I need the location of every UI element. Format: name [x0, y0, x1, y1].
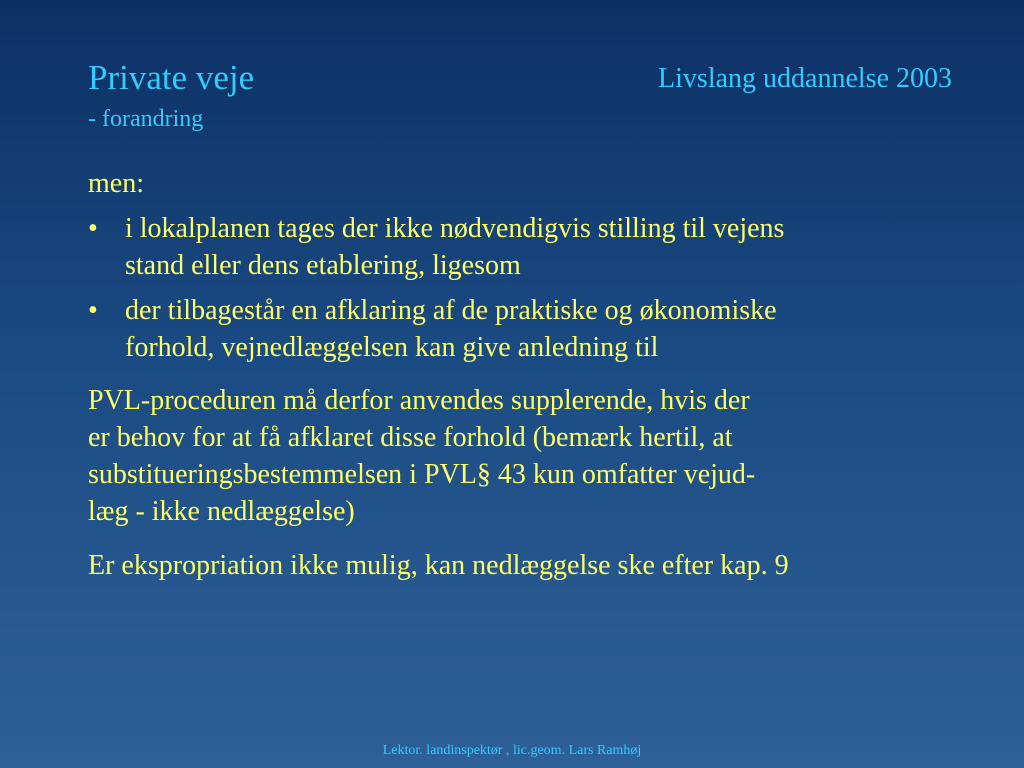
bullet-line: i lokalplanen tages der ikke nødvendigvis stilling til vejens — [125, 213, 785, 244]
bullet-line: stand eller dens etablering, ligesom — [125, 250, 521, 281]
footer-author — [0, 742, 1024, 760]
paragraph-line: substitueringsbestemmelsen i PVL§ 43 kun omfatter vejud- — [88, 459, 756, 490]
bullet-symbol: • — [88, 213, 98, 244]
slide-title: Private veje — [88, 58, 255, 97]
paragraph-line: læg - ikke nedlæggelse) — [88, 496, 355, 527]
bullet-line: forhold, vejnedlæggelsen kan give anledning til — [125, 332, 659, 363]
slide-subtitle: - forandring — [88, 106, 204, 132]
bullet-item — [88, 210, 948, 284]
bullet-symbol: • — [88, 295, 98, 326]
paragraph-expropriation: Er ekspropriation ikke mulig, kan nedlæggelse ske efter kap. 9 — [88, 550, 789, 581]
course-name: Livslang uddannelse 2003 — [658, 63, 952, 94]
paragraph-line: PVL-proceduren må derfor anvendes supplerende, hvis der — [88, 385, 750, 416]
intro-text: men: — [88, 168, 144, 199]
bullet-line: der tilbagestår en afklaring af de praktiske og økonomiske — [125, 295, 777, 326]
bullet-list — [88, 210, 948, 374]
paragraph-line: er behov for at få afklaret disse forhold (bemærk hertil, at — [88, 422, 733, 453]
bullet-item — [88, 292, 948, 366]
footer-text: Lektor. landinspektør , lic.geom. Lars Ramhøj — [382, 743, 642, 758]
paragraph-procedure — [88, 382, 918, 530]
